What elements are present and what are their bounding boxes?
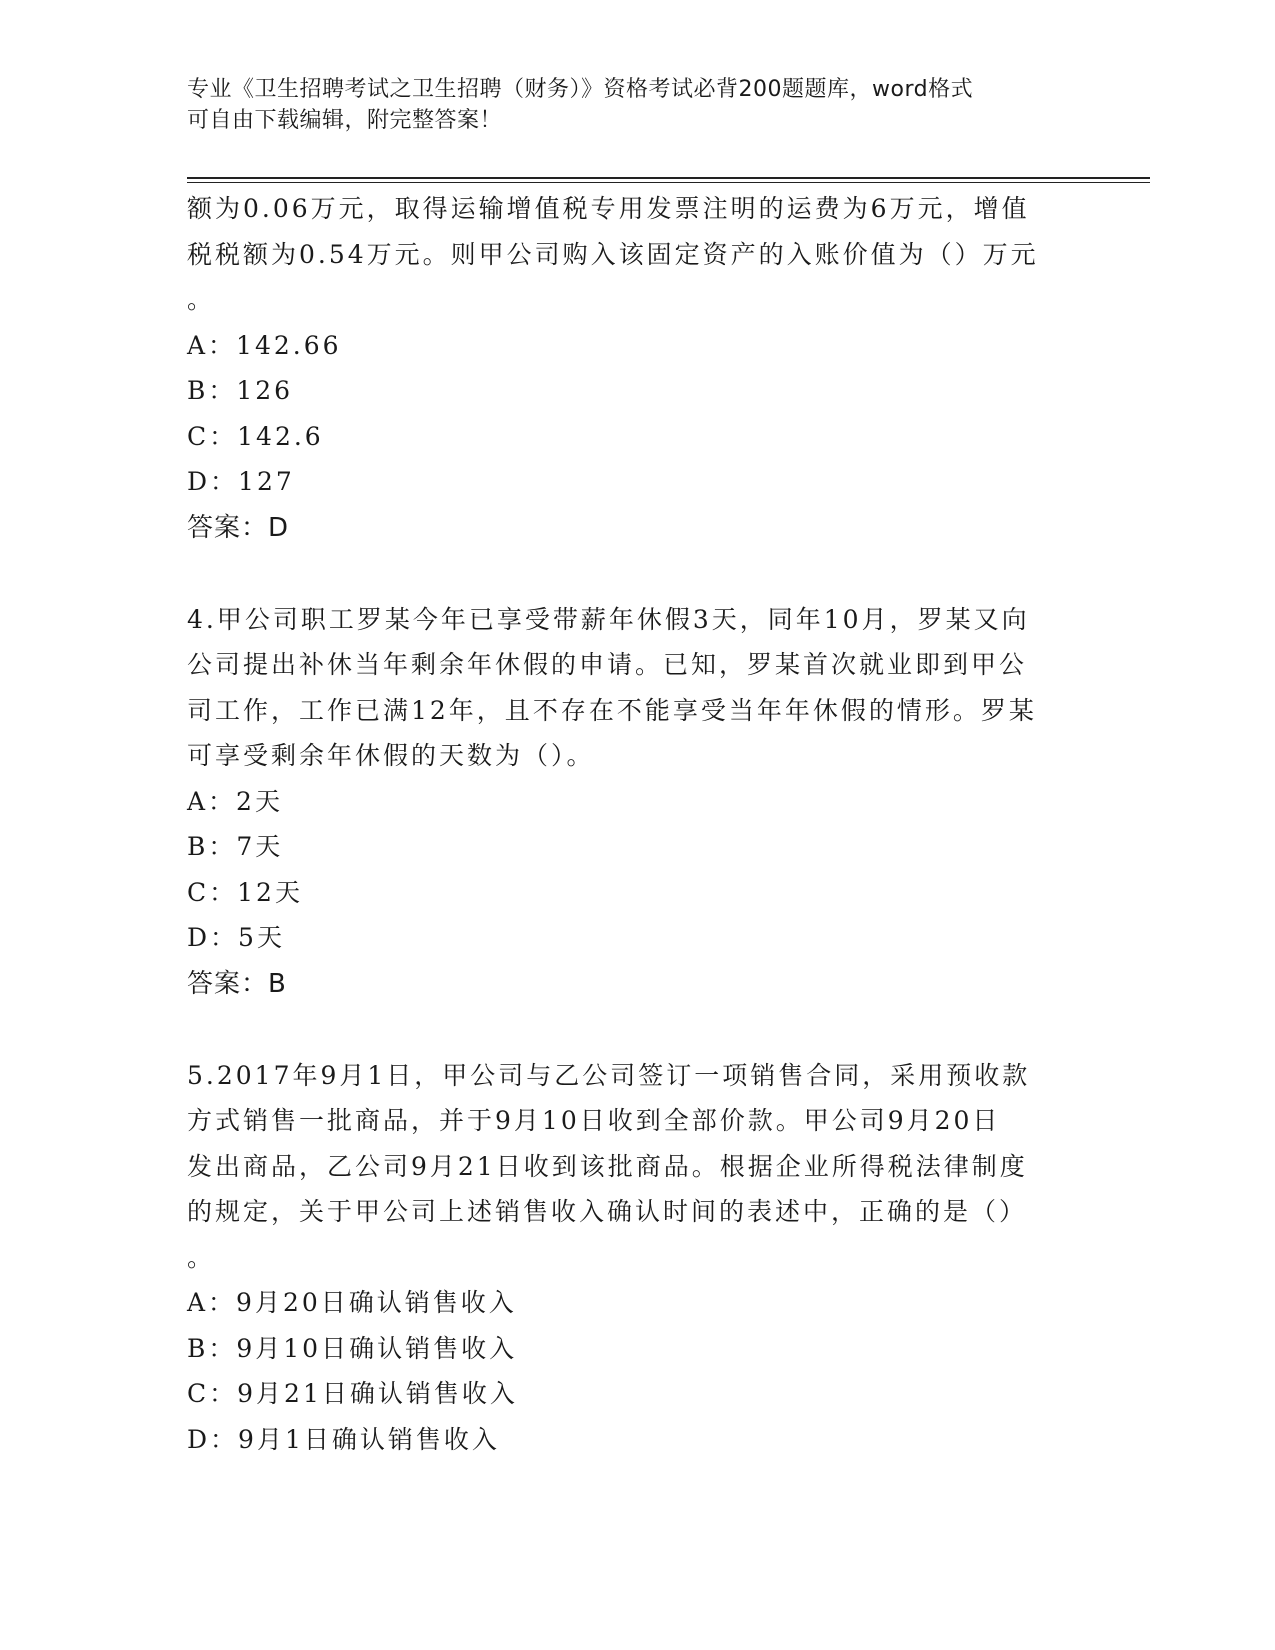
question-spacer	[187, 551, 1087, 597]
question-4-option-b: B：7天	[187, 832, 284, 861]
question-3-option-c: C：142.6	[187, 421, 324, 451]
question-4-line-2: 公司提出补休当年剩余年休假的申请。已知，罗某首次就业即到甲公	[187, 650, 1028, 679]
question-4	[187, 597, 1087, 1007]
question-content	[187, 186, 1087, 1462]
header-line-1: 专业《卫生招聘考试之卫生招聘（财务）》资格考试必背200题题库，word格式	[187, 77, 974, 102]
question-3-line-1: 额为0.06万元，取得运输增值税专用发票注明的运费为6万元，增值	[187, 194, 1030, 223]
question-spacer	[187, 1007, 1087, 1053]
question-4-line-4: 可享受剩余年休假的天数为（）。	[187, 741, 595, 770]
question-3-option-a: A：142.66	[187, 330, 342, 360]
question-3	[187, 186, 1087, 551]
question-5-option-c: C：9月21日确认销售收入	[187, 1379, 518, 1408]
question-4-line-3: 司工作，工作已满12年，且不存在不能享受当年年休假的情形。罗某	[187, 695, 1037, 725]
question-4-option-d: D：5天	[187, 923, 285, 952]
header-divider-thick	[187, 177, 1150, 179]
document-header	[187, 74, 1067, 136]
question-5-line-2: 方式销售一批商品，并于9月10日收到全部价款。甲公司9月20日	[187, 1106, 1001, 1135]
question-5-option-a: A：9月20日确认销售收入	[187, 1288, 517, 1317]
question-5-option-b: B：9月10日确认销售收入	[187, 1333, 518, 1363]
question-5-line-4: 的规定，关于甲公司上述销售收入确认时间的表述中，正确的是（）	[187, 1197, 1028, 1226]
question-3-answer: 答案：D	[187, 512, 290, 543]
question-5	[187, 1053, 1087, 1463]
header-line-2: 可自由下载编辑，附完整答案！	[187, 108, 503, 133]
question-4-option-c: C：12天	[187, 877, 303, 907]
question-3-option-b: B：126	[187, 376, 294, 405]
question-5-line-3: 发出商品，乙公司9月21日收到该批商品。根据企业所得税法律制度	[187, 1151, 1028, 1181]
question-5-line-1: 5.2017年9月1日，甲公司与乙公司签订一项销售合同，采用预收款	[187, 1060, 1031, 1090]
question-5-option-d: D：9月1日确认销售收入	[187, 1424, 500, 1454]
question-5-line-5: 。	[187, 1242, 216, 1272]
question-4-option-a: A：2天	[187, 786, 283, 816]
question-4-line-1: 4.甲公司职工罗某今年已享受带薪年休假3天，同年10月，罗某又向	[187, 604, 1030, 634]
header-divider-thin	[187, 182, 1150, 183]
question-4-answer: 答案：B	[187, 968, 287, 999]
question-3-line-2: 税税额为0.54万元。则甲公司购入该固定资产的入账价值为（）万元	[187, 239, 1039, 269]
question-3-line-3: 。	[187, 285, 216, 314]
question-3-option-d: D：127	[187, 467, 295, 496]
